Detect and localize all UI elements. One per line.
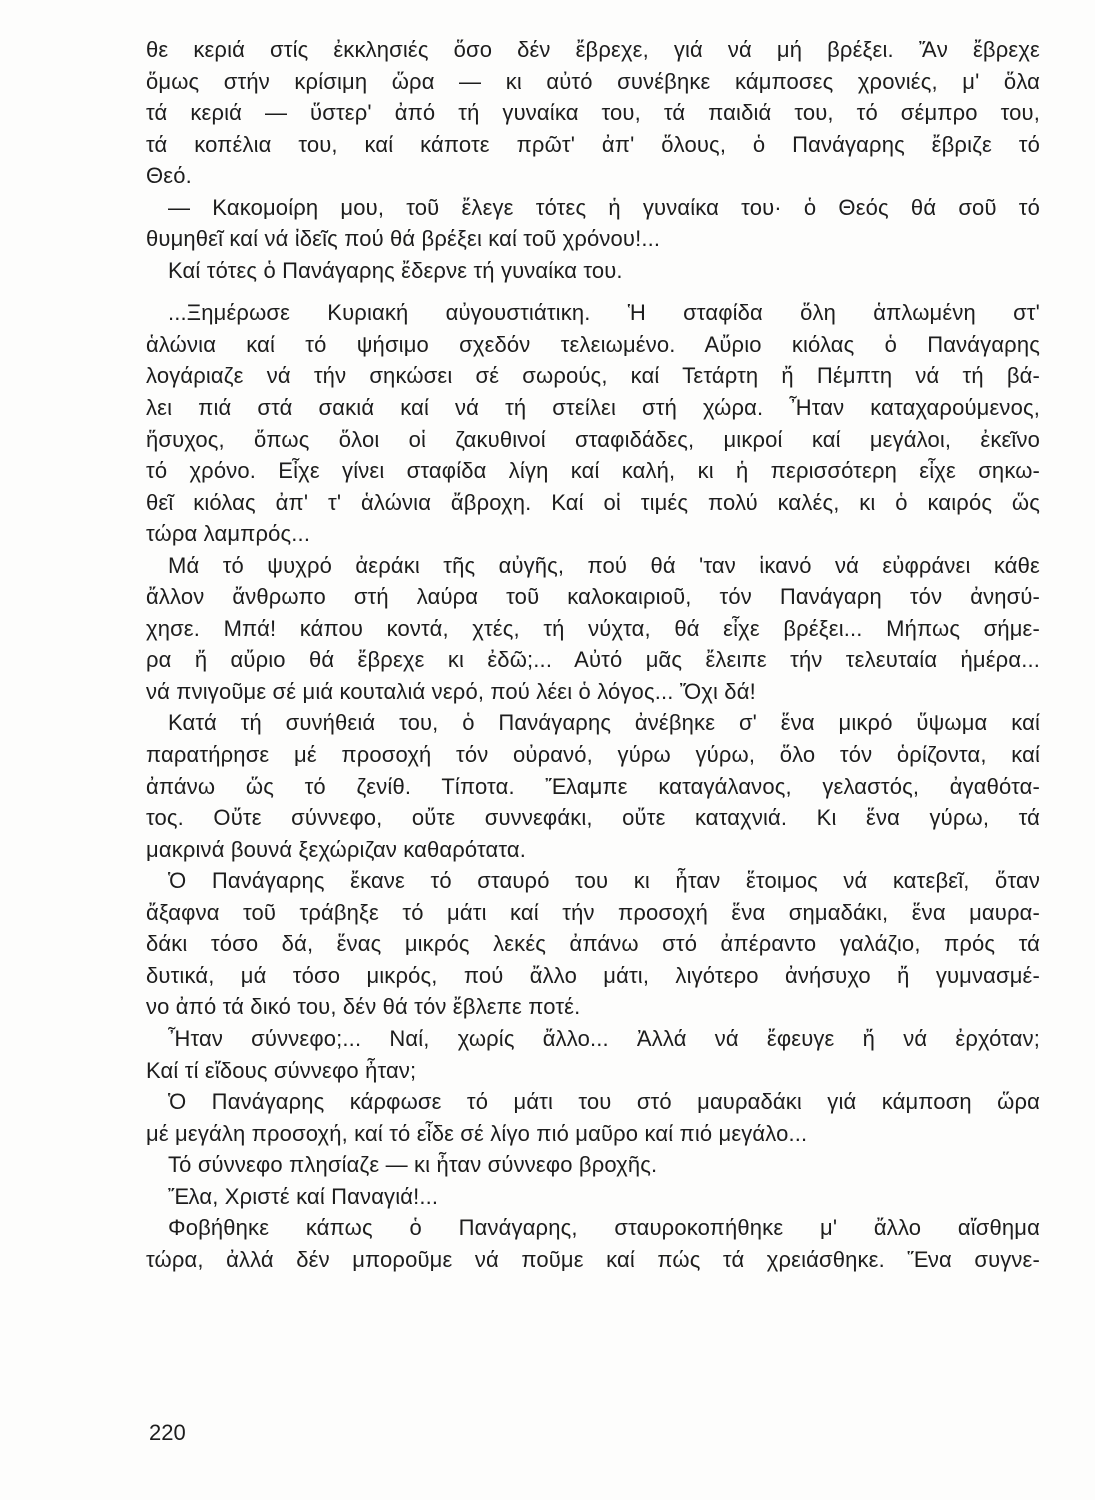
text-line: ὅμως στήν κρίσιμη ὥρα — κι αὐτό συνέβηκε κάμποσες χρονιές, μ' ὅλα [146, 68, 1040, 94]
text-line: μακρινά βουνά ξεχώριζαν καθαρότατα. [146, 836, 527, 862]
body-text [146, 34, 1040, 1275]
text-line: θε κεριά στίς ἐκκλησιές ὅσο δέν ἔβρεχε, γιά νά μή βρέξει. Ἄν ἔβρεχε [146, 37, 1040, 62]
text-line: τώρα, ἀλλά δέν μποροῦμε νά ποῦμε καί πώς τά χρειάσθηκε. Ἕνα συγνε- [146, 1246, 1040, 1272]
page-number: 220 [149, 1420, 186, 1445]
text-line: Τό σύννεφο πλησίαζε — κι ἦταν σύννεφο βροχῆς. [168, 1152, 658, 1178]
text-line: Ὁ Πανάγαρης κάρφωσε τό μάτι του στό μαυραδάκι γιά κάμποση ὥρα [168, 1089, 1040, 1115]
text-line: δυτικά, μά τόσο μικρός, πού ἄλλο μάτι, λιγότερο ἀνήσυχο ἤ γυμνασμέ- [146, 962, 1040, 988]
text-line: Ἔλα, Χριστέ καί Παναγιά!... [168, 1183, 439, 1209]
text-line: θεῖ κιόλας ἀπ' τ' ἁλώνια ἄβροχη. Καί οἱ τιμές πολύ καλές, κι ὁ καιρός ὥς [146, 489, 1040, 515]
text-line: ἀπάνω ὥς τό ζενίθ. Τίποτα. Ἔλαμπε καταγάλανος, γελαστός, ἀγαθότα- [146, 773, 1040, 799]
text-line: Κατά τή συνήθειά του, ὁ Πανάγαρης ἀνέβηκε σ' ἕνα μικρό ὕψωμα καί [168, 710, 1040, 736]
text-line: ἄξαφνα τοῦ τράβηξε τό μάτι καί τήν προσοχή ἕνα σημαδάκι, ἕνα μαυρα- [146, 899, 1040, 925]
text-line: τά κεριά — ὕστερ' ἀπό τή γυναίκα του, τά παιδιά του, τό σέμπρο του, [146, 100, 1040, 126]
text-line: μέ μεγάλη προσοχή, καί τό εἶδε σέ λίγο πιό μαῦρο καί πιό μεγάλο... [146, 1120, 808, 1146]
text-line: χησε. Μπά! κάπου κοντά, χτές, τή νύχτα, θά εἶχε βρέξει... Μήπως σήμε- [146, 615, 1040, 641]
text-line: — Κακομοίρη μου, τοῦ ἔλεγε τότες ἡ γυναίκα του· ὁ Θεός θά σοῦ τό [168, 194, 1040, 220]
text-line: ...Ξημέρωσε Κυριακή αὐγουστιάτικη. Ἡ σταφίδα ὅλη ἁπλωμένη στ' [168, 300, 1040, 326]
text-line: Θεό. [146, 163, 192, 189]
text-line: ρα ἤ αὔριο θά ἔβρεχε κι ἐδῶ;... Αὐτό μᾶς ἔλειπε τήν τελευταία ἡμέρα... [146, 647, 1040, 673]
text-line: λει πιά στά σακιά καί νά τή στείλει στή χώρα. Ἦταν καταχαρούμενος, [146, 395, 1040, 421]
text-line: Καί τότες ὁ Πανάγαρης ἔδερνε τή γυναίκα του. [168, 257, 623, 283]
text-line: θυμηθεῖ καί νά ἰδεῖς πού θά βρέξει καί τοῦ χρόνου!... [146, 226, 661, 252]
text-line: Μά τό ψυχρό ἀεράκι τῆς αὐγῆς, πού θά 'ταν ἱκανό νά εὐφράνει κάθε [168, 552, 1040, 578]
text-line: ἥσυχος, ὅπως ὅλοι οἱ ζακυθινοί σταφιδάδες, μικροί καί μεγάλοι, ἐκεῖνο [146, 426, 1040, 452]
text-line: τώρα λαμπρός... [146, 521, 311, 547]
text-line: νο ἀπό τά δικό του, δέν θά τόν ἔβλεπε ποτέ. [146, 994, 581, 1020]
text-line: τά κοπέλια του, καί κάποτε πρῶτ' ἀπ' ὅλους, ὁ Πανάγαρης ἔβριζε τό [146, 131, 1040, 157]
text-line: τό χρόνο. Εἶχε γίνει σταφίδα λίγη καί καλή, κι ἡ περισσότερη εἶχε σηκω- [146, 458, 1040, 484]
text-line: Ἦταν σύννεφο;... Ναί, χωρίς ἄλλο... Ἀλλά νά ἔφευγε ἤ νά ἐρχόταν; [168, 1025, 1040, 1051]
text-line: τος. Οὔτε σύννεφο, οὔτε συννεφάκι, οὔτε καταχνιά. Κι ἕνα γύρω, τά [146, 805, 1040, 831]
text-line: Φοβήθηκε κάπως ὁ Πανάγαρης, σταυροκοπήθηκε μ' ἄλλο αἴσθημα [168, 1215, 1040, 1241]
text-line: Καί τί εἴδους σύννεφο ἦταν; [146, 1057, 417, 1083]
text-line: Ὁ Πανάγαρης ἔκανε τό σταυρό του κι ἦταν ἕτοιμος νά κατεβεῖ, ὅταν [168, 868, 1040, 894]
text-line: ἁλώνια καί τό ψήσιμο σχεδόν τελειωμένο. Αὔριο κιόλας ὁ Πανάγαρης [146, 331, 1040, 357]
text-line: ἄλλον ἄνθρωπο στή λαύρα τοῦ καλοκαιριοῦ, τόν Πανάγαρη τόν ἀνησύ- [146, 584, 1040, 610]
text-line: νά πνιγοῦμε σέ μιά κουταλιά νερό, πού λέει ὁ λόγος... Ὄχι δά! [146, 678, 756, 704]
text-line: δάκι τόσο δά, ἕνας μικρός λεκές ἀπάνω στό ἀπέραντο γαλάζιο, πρός τά [146, 931, 1040, 957]
text-line: λογάριαζε νά τήν σηκώσει σέ σωρούς, καί Τετάρτη ἤ Πέμπτη νά τή βά- [146, 363, 1040, 389]
text-line: παρατήρησε μέ προσοχή τόν οὐρανό, γύρω γύρω, ὅλο τόν ὁρίζοντα, καί [146, 742, 1040, 768]
